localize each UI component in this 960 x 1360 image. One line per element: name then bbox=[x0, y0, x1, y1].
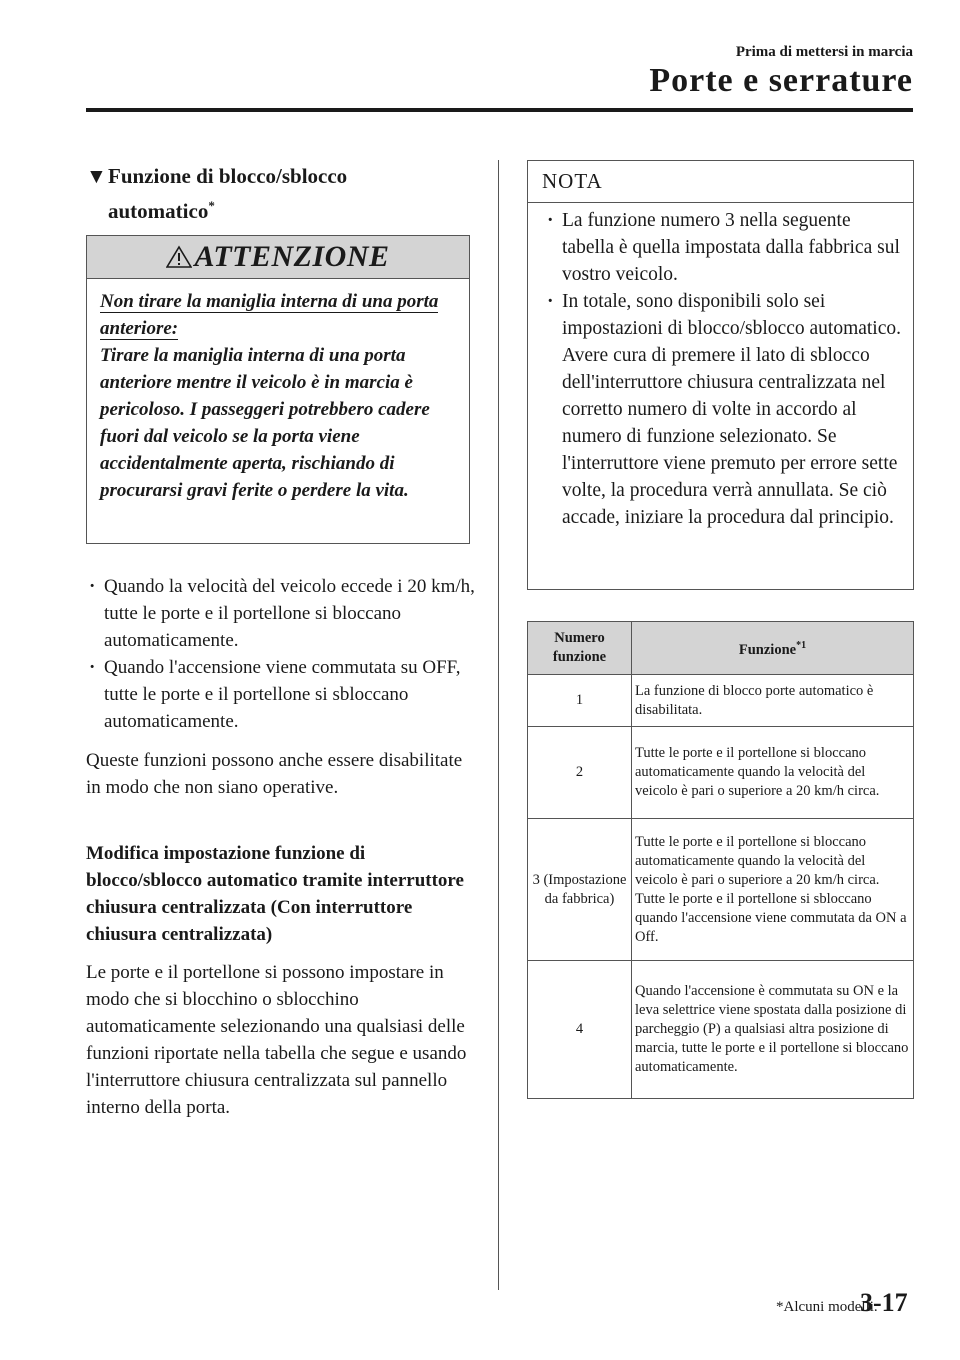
column-header-function: Funzione$^{*1}$ bbox=[632, 622, 914, 675]
column-header-number: Numero funzione bbox=[528, 622, 632, 675]
note-box bbox=[527, 160, 914, 590]
list-item: · Quando la velocità del veicolo eccede i 20 km/h, tutte le porte e il portellone si bloccano automaticamente. bbox=[86, 573, 476, 654]
warning-body bbox=[87, 279, 469, 504]
function-number: 3 (Impostazione da fabbrica) bbox=[528, 819, 632, 961]
function-number: 4 bbox=[528, 961, 632, 1099]
footnote-mark: *1 bbox=[796, 640, 807, 652]
footnote-mark: * bbox=[208, 198, 215, 213]
list-item: · La funzione numero 3 nella seguente tabella è quella impostata dalla fabbrica sul vostro veicolo. bbox=[544, 207, 903, 288]
function-number: 2 bbox=[528, 727, 632, 819]
paragraph: Le porte e il portellone si possono impostare in modo che si blocchino o sblocchino automaticamente selezionando una qualsiasi delle funzioni riportate nella tabella che segue e usando l'interruttore chiusura centralizzata sul pannello interno della porta. bbox=[86, 962, 467, 1118]
function-number: 1 bbox=[528, 675, 632, 727]
warning-lead: Non tirare la maniglia interna di una porta anteriore: bbox=[100, 291, 439, 339]
bullet-list bbox=[86, 573, 476, 735]
list-item: · In totale, sono disponibili solo sei impostazioni di blocco/sblocco automatico. Avere cura di premere il lato di sblocco dell'interruttore chiusura centralizzata nel corretto numero di volte in accordo al numero di funzione selezionato. Se l'interruttore viene premuto per errore sette volte, la procedura verrà annullata. Se ciò accade, iniziare la procedura dal principio. bbox=[544, 288, 903, 531]
warning-title: ATTENZIONE bbox=[194, 240, 390, 273]
function-description: Tutte le porte e il portellone si bloccano automaticamente quando la velocità del veicolo è pari o superiore a 20 km/h circa. bbox=[632, 727, 914, 819]
function-table bbox=[527, 621, 914, 1099]
list-item: · Quando l'accensione viene commutata su OFF, tutte le porte e il portellone si sbloccano automaticamente. bbox=[86, 654, 476, 735]
table-header-row bbox=[528, 622, 914, 675]
header-rule bbox=[86, 108, 913, 112]
table-row bbox=[528, 961, 914, 1099]
column-divider bbox=[498, 160, 499, 1290]
paragraph: Queste funzioni possono anche essere disabilitate in modo che non siano operative. bbox=[86, 750, 463, 798]
footnote: *Alcuni modelli. bbox=[776, 1299, 878, 1315]
header-subtitle: Prima di mettersi in marcia bbox=[735, 44, 913, 60]
table-row bbox=[528, 819, 914, 961]
subheading: Modifica impostazione funzione di blocco/sblocco automatico tramite interruttore chiusura centralizzata (Con interruttore chiusura centralizzata) bbox=[86, 843, 464, 945]
function-description: Tutte le porte e il portellone si bloccano automaticamente quando la velocità del veicolo è pari o superiore a 20 km/h circa. Tutte le porte e il portellone si sbloccano quando l'accensione viene commutata da ON a Off. bbox=[632, 819, 914, 961]
triangle-down-icon: ▼ bbox=[86, 164, 107, 188]
page-number: 3-17 bbox=[860, 1288, 908, 1317]
function-description: Quando l'accensione è commutata su ON e la leva selettrice viene spostata dalla posizione di parcheggio (P) a qualsiasi altra posizione di marcia, tutte le porte e il portellone si bloccano automaticamente. bbox=[632, 961, 914, 1099]
page-title: Porte e serrature bbox=[649, 62, 913, 99]
function-description: La funzione di blocco porte automatico è disabilitata. bbox=[632, 675, 914, 727]
warning-text: Tirare la maniglia interna di una porta anteriore mentre il veicolo è in marcia è pericoloso. I passeggeri potrebbero cadere fuori dal veicolo se la porta viene accidentalmente aperta, rischiando di procurarsi gravi ferite o perdere la vita. bbox=[100, 345, 430, 501]
section-heading-line1: Funzione di blocco/sblocco bbox=[108, 164, 348, 188]
section-heading bbox=[86, 162, 486, 226]
section-heading-line2: automatico bbox=[108, 199, 209, 223]
table-row bbox=[528, 675, 914, 727]
table-row bbox=[528, 727, 914, 819]
note-title: NOTA bbox=[528, 161, 913, 203]
warning-icon bbox=[166, 245, 192, 269]
warning-box bbox=[86, 235, 470, 544]
note-body bbox=[528, 203, 913, 531]
warning-header bbox=[87, 236, 469, 279]
